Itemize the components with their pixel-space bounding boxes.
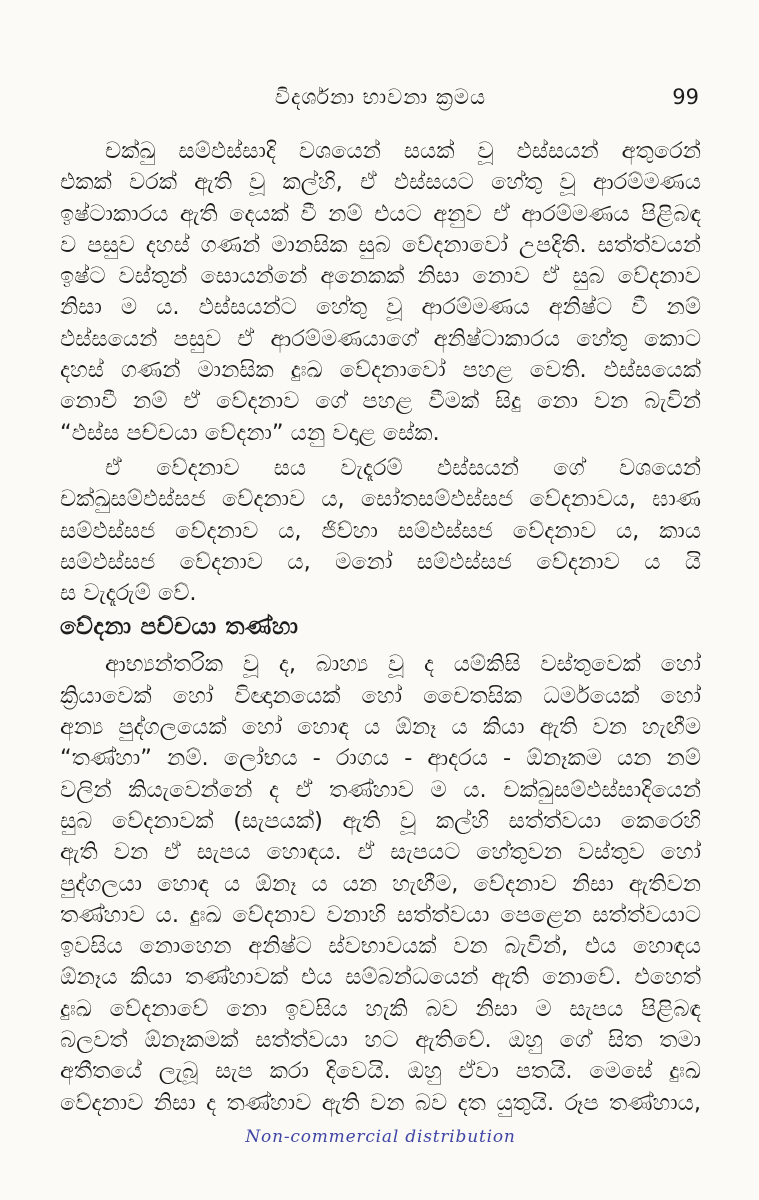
text-line: ඉවසිය නොහෙන අනිෂ්ට ස්වභාවයක් වන බැවින්, එය හොඳය [60, 933, 701, 960]
text-line: ඵස්සයෙන් පසුව ඒ ආරම්මණයාගේ අනිෂ්ටාකාරය හේතු කොට [60, 325, 701, 352]
paragraph-2 [60, 453, 701, 609]
text-line: තණ්හාව ය. දුඃඛ වේදනාව වනාහි සත්ත්වයා පෙළෙන සත්ත්වයාට [60, 901, 701, 928]
text-line: වලින් කියැවෙන්නේ ද ඒ තණ්හාව ම ය. චක්ඛුසම්ඵස්සාදියෙන් [60, 776, 701, 803]
running-title: විදර්ශනා භාවනා ක්‍රමය [274, 85, 487, 109]
text-line: ව පසුව දහස් ගණන් මානසික සුබ වේදනාවෝ උපදිති. සත්ත්වයන් [60, 231, 701, 258]
text-line: “තණ්හා” නම්. ලෝභය - රාගය - ආදරය - ඕනෑකම යන නම් [60, 745, 701, 772]
text-line: නිසා ම ය. ඵස්සයන්ට හේතු වූ ආරම්මණය අනිෂ්ට වී නම් [60, 294, 701, 321]
text-line: ඉෂ්ට වස්තුන් සොයන්නේ අනෙකක් නිසා නොව ඒ සුබ වේදනාව [60, 263, 701, 290]
text-line: ක්‍රියාවෙක් හෝ විඥානයෙක් හෝ චෛතසික ධර්මයෙක් හෝ [60, 682, 701, 709]
page-number: 99 [672, 85, 699, 109]
text-line: දුඃඛ වේදනාවේ නො ඉවසිය හැකි බව නිසා ම සැපය පිළිබඳ [60, 995, 701, 1022]
text-line: වේදනාව නිසා ද තණ්හාව ඇති වන බව දත යුතුයි. රූප තණ්හාය, [60, 1089, 701, 1116]
page-header [60, 84, 701, 110]
text-line: අන්‍ය පුද්ගලයෙක් හෝ හොඳ ය ඕනෑ ය කියා ඇති වන හැඟීම [60, 714, 701, 741]
text-line: බලවත් ඕනෑකමක් සත්ත්වයා හට ඇතිවේ. ඔහු ගේ සිත තමා [60, 1027, 701, 1054]
text-line: චක්ඛු සම්ඵස්සාදි වශයෙන් සයක් වූ ඵස්සයන් අතුරෙන් [105, 138, 701, 164]
text-line: ඇති වන ඒ සැපය හොඳය. ඒ සැපයට හේතුවන වස්තුව හෝ [60, 839, 701, 866]
text-line: සම්ඵස්සජ වේදනාව ය, මනෝ සම්ඵස්සජ වේදනාව ය යි [60, 548, 701, 575]
text-line: චක්ඛුසම්ඵස්සජ වේදනාව ය, සෝතසම්ඵස්සජ වේදනාවය, ඝාණ [60, 486, 701, 513]
text-line: නොවී නම් ඒ වේදනාව ගේ පහළ වීමක් සිදු නො වන බැවින් [60, 388, 701, 415]
text-line: සම්ඵස්සජ වේදනාව ය, ජිව්හා සම්ඵස්සජ වේදනාව ය, කාය [60, 517, 701, 544]
paragraph-1 [60, 136, 701, 449]
text-line: ඕනෑය කියා තණ්හාවක් එය සම්බන්ධයෙන් ඇති නොවේ. එහෙත් [60, 964, 701, 991]
section-heading: වේදනා පච්චයා තණ්හා [60, 612, 299, 641]
paragraph-3 [60, 649, 701, 1118]
text-line: ස වැදෑරුම් වේ. [60, 580, 197, 607]
text-line: පුද්ගලයා හොඳ ය ඕනෑ ය යන හැඟීම, වේදනාව නිසා ඇතිවන [60, 870, 701, 897]
text-line: දහස් ගණන් මානසික දුඃඛ වේදනාවෝ පහළ වෙති. ඵස්සයෙක් [60, 357, 701, 384]
text-line: ඉෂ්ටාකාරය ඇති දෙයක් වී නම් එයට අනුව ඒ ආරම්මණය පිළිබඳ [60, 200, 701, 227]
text-line: අතීතයේ ලැබූ සැප කරා දිවෙයි. ඔහු ඒවා පතයි. මෙසේ දුඃඛ [60, 1058, 701, 1085]
text-line: “ඵස්ස පච්චයා වේදනා” යනු වදාළ සේක. [60, 419, 440, 446]
text-line: ඒ වේදනාව සය වැදෑරම් ඵස්සයන් ගේ වශයෙන් [105, 454, 701, 481]
footer-distribution-note: Non-commercial distribution [245, 1126, 516, 1147]
text-block [60, 84, 701, 1147]
text-line: ආභ්‍යන්තරික වූ ද, බාහ්‍ය වූ ද යම්කිසි වස්තුවෙක් හෝ [105, 651, 701, 678]
text-line: සුබ වේදනාවක් (සැපයක්) ඇති වූ කල්හි සත්ත්වයා කෙරෙහි [60, 807, 701, 834]
text-line: එකක් වරක් ඇති වූ කල්හි, ඒ ඵස්සයට හේතු වූ ආරම්මණය [60, 169, 701, 196]
